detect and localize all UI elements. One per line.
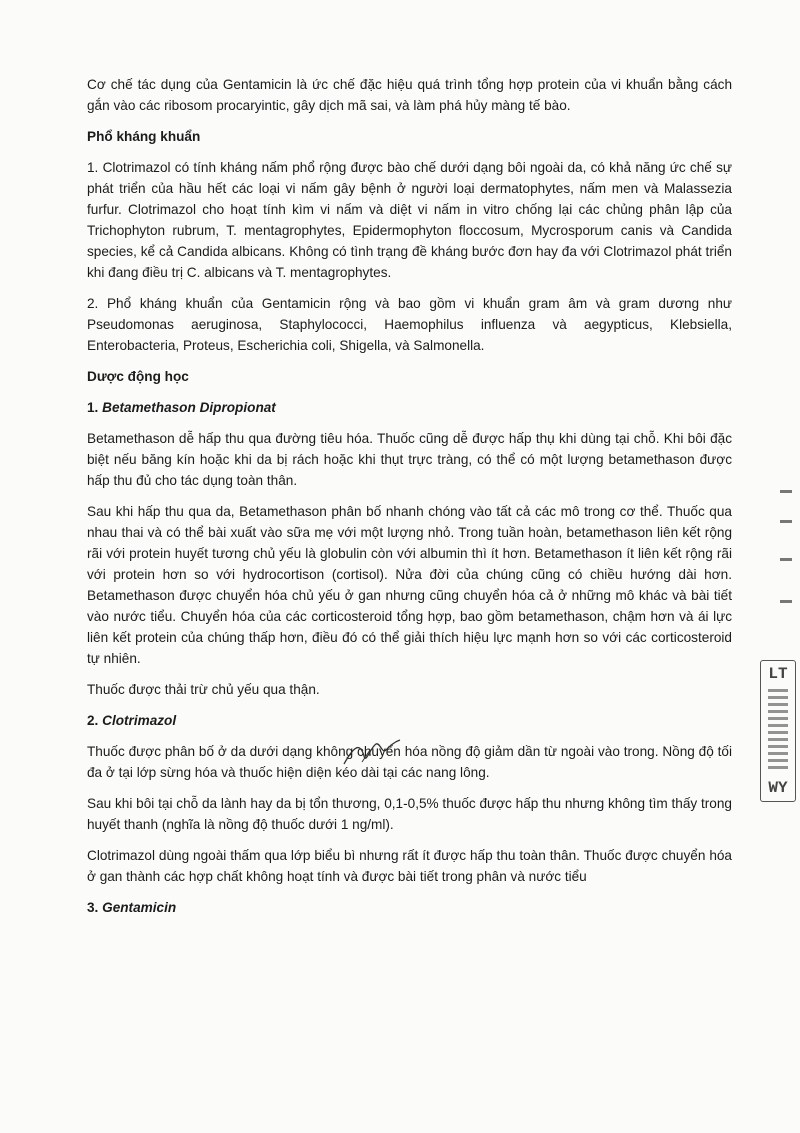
page-edge-marks [780, 480, 794, 630]
clotrimazol-heading-text: Clotrimazol [102, 713, 177, 728]
intro-paragraph: Cơ chế tác dụng của Gentamicin là ức chế đặc hiệu quá trình tổng hợp protein của vi khuẩn bằng cách gắn vào các ribosom procaryintic, gây dịch mã sai, và làm phá hủy màng tế bào. [87, 77, 732, 113]
handwritten-signature [340, 736, 410, 770]
stamp-bottom-code: WY [768, 779, 788, 797]
betamethason-paragraph-3: Thuốc được thải trừ chủ yếu qua thận. [87, 682, 320, 697]
clotrimazol-paragraph-3: Clotrimazol dùng ngoài thấm qua lớp biểu bì nhưng rất ít được hấp thu toàn thân. Thuốc được chuyển hóa ở gan thành các hợp chất không hoạt tính và được bài tiết trong phân và nước tiểu [87, 848, 732, 884]
spectrum-heading: Phổ kháng khuẩn [87, 129, 201, 144]
clotrimazol-heading-number: 2. [87, 713, 99, 728]
gentamicin-heading [87, 897, 732, 918]
stamp-top-code: LT [768, 665, 788, 683]
clotrimazol-paragraph-2: Sau khi bôi tại chỗ da lành hay da bị tổn thương, 0,1-0,5% thuốc được hấp thu nhưng không tìm thấy trong huyết thanh (nghĩa là nồng độ thuốc dưới 1 ng/ml). [87, 796, 732, 832]
clotrimazol-paragraph-1: Thuốc được phân bố ở da dưới dạng không chuyển hóa nồng độ giảm dần từ ngoài vào trong. Nồng độ tối đa ở tại lớp sừng hóa và thuốc hiện diện kéo dài tại các nang lông. [87, 744, 732, 780]
clotrimazol-heading [87, 710, 732, 731]
stamp-pattern [768, 689, 788, 773]
betamethason-paragraph-2: Sau khi hấp thu qua da, Betamethason phân bố nhanh chóng vào tất cả các mô trong cơ thể. Thuốc qua nhau thai và có thể bài xuất vào sữa mẹ với một lượng nhỏ. Trong tuần hoàn, betamethason liên kết rộng rãi với protein huyết tương chủ yếu là globulin còn với albumin thì ít hơn. Betamethason ít liên kết rộng rãi với protein hơn so với hydrocortison (cortisol). Nửa đời của chúng cũng có chiều hướng dài hơn. Betamethason được chuyển hóa chủ yếu ở gan nhưng cũng chuyển hóa cả ở những mô khác và bài tiết vào nước tiểu. Chuyển hóa của các corticosteroid tổng hợp, bao gồm betamethason, chậm hơn và ái lực liên kết protein của chúng thấp hơn, điều đó có thể giải thích hiệu lực mạnh hơn so với các corticosteroid tự nhiên. [87, 504, 732, 666]
betamethason-heading-text: Betamethason Dipropionat [102, 400, 276, 415]
betamethason-paragraph-1: Betamethason dễ hấp thu qua đường tiêu hóa. Thuốc cũng dễ được hấp thụ khi dùng tại chỗ. Khi bôi đặc biệt nếu băng kín hoặc khi da bị rách hoặc khi thụt trực tràng, có thể có một lượng betamethason được hấp thu đủ cho tác dụng toàn thân. [87, 431, 732, 488]
gentamicin-heading-number: 3. [87, 900, 99, 915]
spectrum-paragraph-2: 2. Phổ kháng khuẩn của Gentamicin rộng và bao gồm vi khuẩn gram âm và gram dương như Pseudomonas aeruginosa, Staphylococci, Haemophilus influenza và aegypticus, Klebsiella, Enterobacteria, Proteus, Escherichia coli, Shigella, và Salmonella. [87, 296, 732, 353]
betamethason-heading-number: 1. [87, 400, 99, 415]
side-stamp [760, 660, 796, 802]
pharmacokinetics-heading: Dược động học [87, 369, 189, 384]
gentamicin-heading-text: Gentamicin [102, 900, 177, 915]
spectrum-paragraph-1: 1. Clotrimazol có tính kháng nấm phổ rộng được bào chế dưới dạng bôi ngoài da, có khả năng ức chế sự phát triển của hầu hết các loại vi nấm gây bệnh ở người loại dermatophytes, nấm men và Malassezia furfur. Clotrimazol cho hoạt tính kìm vi nấm và diệt vi nấm in vitro chống lại các chủng phân lập của Trichophyton rubrum, T. mentagrophytes, Epidermophyton floccosum, Mycrosporum canis và Candida species, kể cả Candida albicans. Không có tình trạng đề kháng bước đơn hay đa với Clotrimazol phát triển khi đang điều trị C. albicans và T. mentagrophytes. [87, 160, 732, 280]
document-page [87, 74, 732, 928]
betamethason-heading [87, 397, 732, 418]
